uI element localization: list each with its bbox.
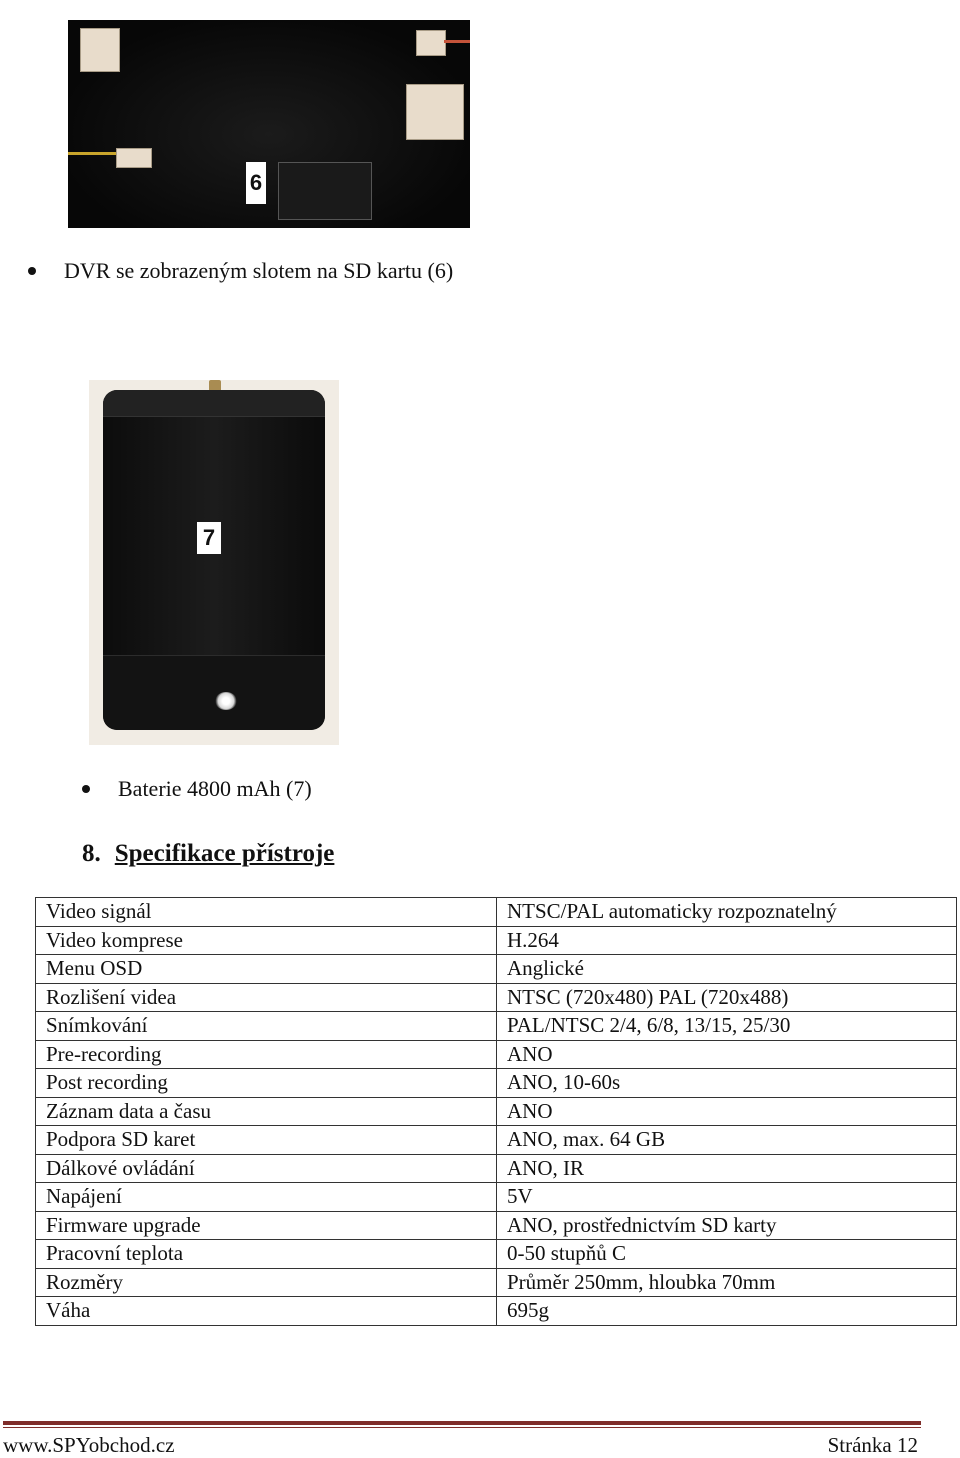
spec-key: Snímkování: [36, 1012, 497, 1041]
spec-key: Video signál: [36, 898, 497, 927]
spec-value: ANO: [497, 1097, 957, 1126]
footer-page-number: Stránka 12: [827, 1433, 918, 1457]
photo-number-label: 7: [197, 522, 221, 554]
table-row: [36, 1240, 957, 1269]
table-row: [36, 1040, 957, 1069]
table-row: [36, 1268, 957, 1297]
spec-value: ANO, prostřednictvím SD karty: [497, 1211, 957, 1240]
bullet-icon: [82, 785, 90, 793]
table-row: [36, 1154, 957, 1183]
footer-rule: [3, 1427, 921, 1428]
bullet-text: DVR se zobrazeným slotem na SD kartu (6): [64, 258, 454, 283]
section-title: Specifikace přístroje: [114, 840, 335, 867]
wire: [68, 152, 116, 155]
table-row: [36, 1183, 957, 1212]
spec-value: 0-50 stupňů C: [497, 1240, 957, 1269]
spec-value: ANO, max. 64 GB: [497, 1126, 957, 1155]
table-row: [36, 955, 957, 984]
battery-body: [103, 390, 325, 730]
connector: [116, 148, 152, 168]
table-row: [36, 1097, 957, 1126]
connector: [416, 30, 446, 56]
spec-key: Napájení: [36, 1183, 497, 1212]
spec-key: Podpora SD karet: [36, 1126, 497, 1155]
bullet-item: [28, 258, 453, 284]
wire: [444, 40, 470, 43]
table-row: [36, 983, 957, 1012]
table-row: [36, 1297, 957, 1326]
spec-value: Průměr 250mm, hloubka 70mm: [497, 1268, 957, 1297]
battery-photo: [89, 380, 339, 745]
spec-key: Video komprese: [36, 926, 497, 955]
table-row: [36, 926, 957, 955]
spec-key: Rozlišení videa: [36, 983, 497, 1012]
sd-slot: [278, 162, 372, 220]
spec-key: Post recording: [36, 1069, 497, 1098]
table-row: [36, 1211, 957, 1240]
table-row: [36, 898, 957, 927]
section-heading: [82, 840, 334, 868]
spec-key: Firmware upgrade: [36, 1211, 497, 1240]
spec-table: [35, 897, 957, 1326]
spec-key: Pracovní teplota: [36, 1240, 497, 1269]
table-row: [36, 1012, 957, 1041]
bullet-item: [82, 776, 312, 802]
led-light: [215, 692, 237, 710]
bullet-text: Baterie 4800 mAh (7): [118, 776, 312, 801]
footer-rule: [3, 1421, 921, 1425]
table-row: [36, 1126, 957, 1155]
spec-key: Pre-recording: [36, 1040, 497, 1069]
spec-value: H.264: [497, 926, 957, 955]
spec-value: 695g: [497, 1297, 957, 1326]
spec-value: ANO, 10-60s: [497, 1069, 957, 1098]
connector: [406, 84, 464, 140]
spec-key: Rozměry: [36, 1268, 497, 1297]
spec-value: NTSC/PAL automaticky rozpoznatelný: [497, 898, 957, 927]
spec-key: Záznam data a času: [36, 1097, 497, 1126]
footer-website: www.SPYobchod.cz: [3, 1433, 175, 1457]
spec-value: ANO: [497, 1040, 957, 1069]
spec-value: NTSC (720x480) PAL (720x488): [497, 983, 957, 1012]
spec-key: Váha: [36, 1297, 497, 1326]
spec-value: Anglické: [497, 955, 957, 984]
bullet-icon: [28, 267, 36, 275]
photo-number-label: 6: [246, 162, 266, 204]
connector: [80, 28, 120, 72]
section-number: 8.: [82, 840, 101, 867]
spec-key: Dálkové ovládání: [36, 1154, 497, 1183]
spec-value: PAL/NTSC 2/4, 6/8, 13/15, 25/30: [497, 1012, 957, 1041]
spec-key: Menu OSD: [36, 955, 497, 984]
table-row: [36, 1069, 957, 1098]
spec-value: ANO, IR: [497, 1154, 957, 1183]
spec-value: 5V: [497, 1183, 957, 1212]
dvr-photo: [68, 20, 470, 228]
